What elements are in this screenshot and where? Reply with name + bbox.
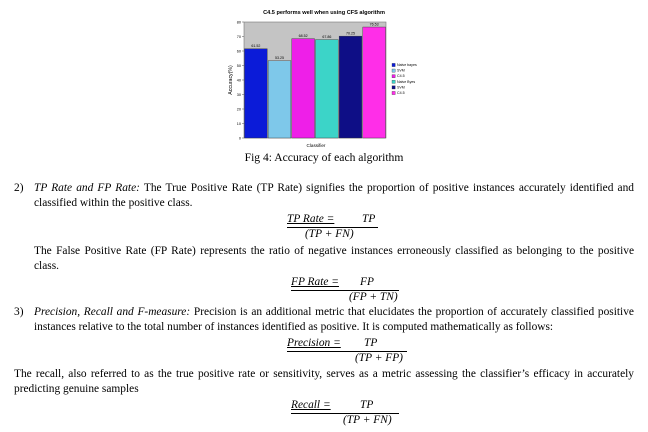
item-2-paragraph bbox=[34, 181, 634, 211]
bar bbox=[244, 49, 267, 138]
bar bbox=[268, 61, 291, 138]
data-label: 53.25 bbox=[275, 56, 284, 61]
precision-numerator: TP bbox=[364, 337, 378, 349]
fp-rate-lhs: FP Rate = bbox=[291, 276, 339, 288]
item-3-text: Precision is an additional metric that elucidates the proportion of accurately classified positive instances relative to the total number of instances identified as positive. It is computed mathematically as follows: bbox=[34, 306, 634, 333]
data-label: 67.86 bbox=[322, 35, 332, 40]
y-axis bbox=[237, 20, 244, 140]
y-tick-label: 70 bbox=[236, 34, 241, 39]
item-2-text: The True Positive Rate (TP Rate) signifies the proportion of positive instances accurately identified and classified within the positive class. bbox=[34, 182, 634, 209]
legend-swatch bbox=[392, 75, 395, 78]
legend-entry: Naive bayes bbox=[397, 63, 417, 67]
fp-rate-paragraph: The False Positive Rate (FP Rate) represents the ratio of negative instances erroneously classified as belonging to the positive class. bbox=[34, 245, 634, 272]
y-axis-label: Accuracy(%) bbox=[228, 65, 234, 95]
fp-rate-denominator: (FP + TN) bbox=[349, 291, 398, 303]
y-tick-label: 30 bbox=[236, 92, 241, 97]
recall-paragraph: The recall, also referred to as the true positive rate or sensitivity, serves as a metric assessing the classifier’s efficacy in accurately predicting genuine samples bbox=[14, 368, 634, 395]
data-label: 76.53 bbox=[369, 22, 379, 27]
recall-equation bbox=[291, 399, 331, 411]
item-3-paragraph bbox=[34, 305, 634, 335]
y-tick-label: 10 bbox=[236, 121, 241, 126]
precision-denominator: (TP + FP) bbox=[355, 352, 403, 364]
fp-rate-numerator: FP bbox=[360, 276, 374, 288]
bar bbox=[292, 39, 315, 138]
bar bbox=[363, 27, 386, 138]
x-axis-label: Classifier bbox=[306, 143, 326, 148]
legend-entry: SVM bbox=[397, 68, 405, 73]
data-label: 68.52 bbox=[298, 34, 308, 39]
y-tick-label: 80 bbox=[236, 20, 241, 25]
data-label: 70.25 bbox=[346, 31, 355, 36]
recall-denominator: (TP + FN) bbox=[343, 414, 392, 426]
y-tick-label: 50 bbox=[236, 63, 241, 68]
item-3-heading: Precision, Recall and F-measure: bbox=[34, 306, 191, 318]
item-2-heading: TP Rate and FP Rate: bbox=[34, 182, 140, 194]
accuracy-bar-chart bbox=[226, 6, 422, 150]
legend-swatch bbox=[392, 91, 395, 94]
item-2-number: 2) bbox=[14, 182, 24, 194]
chart-title: C4.5 performs well when using CFS algorithm bbox=[263, 10, 385, 16]
data-label: 61.52 bbox=[251, 44, 261, 49]
fp-rate-equation bbox=[291, 276, 339, 288]
y-tick-label: 40 bbox=[236, 78, 241, 83]
legend-swatch bbox=[392, 69, 395, 72]
tp-rate-numerator: TP bbox=[362, 213, 376, 225]
legend-swatch bbox=[392, 80, 395, 83]
legend-swatch bbox=[392, 63, 395, 66]
bar bbox=[339, 36, 362, 138]
legend-entry: C4.5 bbox=[397, 91, 405, 95]
y-tick-label: 60 bbox=[236, 49, 241, 54]
legend-entry: C4.5 bbox=[397, 74, 405, 79]
bar bbox=[315, 40, 338, 138]
legend-entry: Naive Byes bbox=[397, 79, 416, 84]
precision-lhs: Precision = bbox=[287, 337, 341, 349]
tp-rate-denominator: (TP + FN) bbox=[305, 228, 354, 240]
y-tick-label: 0 bbox=[238, 136, 241, 141]
recall-numerator: TP bbox=[360, 399, 374, 411]
legend bbox=[392, 63, 417, 95]
precision-equation bbox=[287, 337, 341, 349]
recall-lhs: Recall = bbox=[291, 399, 331, 411]
legend-swatch bbox=[392, 86, 395, 89]
y-tick-label: 20 bbox=[236, 107, 241, 112]
item-3-number: 3) bbox=[14, 306, 24, 318]
figure-caption: Fig 4: Accuracy of each algorithm bbox=[244, 151, 404, 164]
legend-entry: SVM bbox=[397, 85, 405, 90]
tp-rate-lhs: TP Rate = bbox=[287, 213, 335, 225]
tp-rate-equation bbox=[287, 213, 334, 225]
